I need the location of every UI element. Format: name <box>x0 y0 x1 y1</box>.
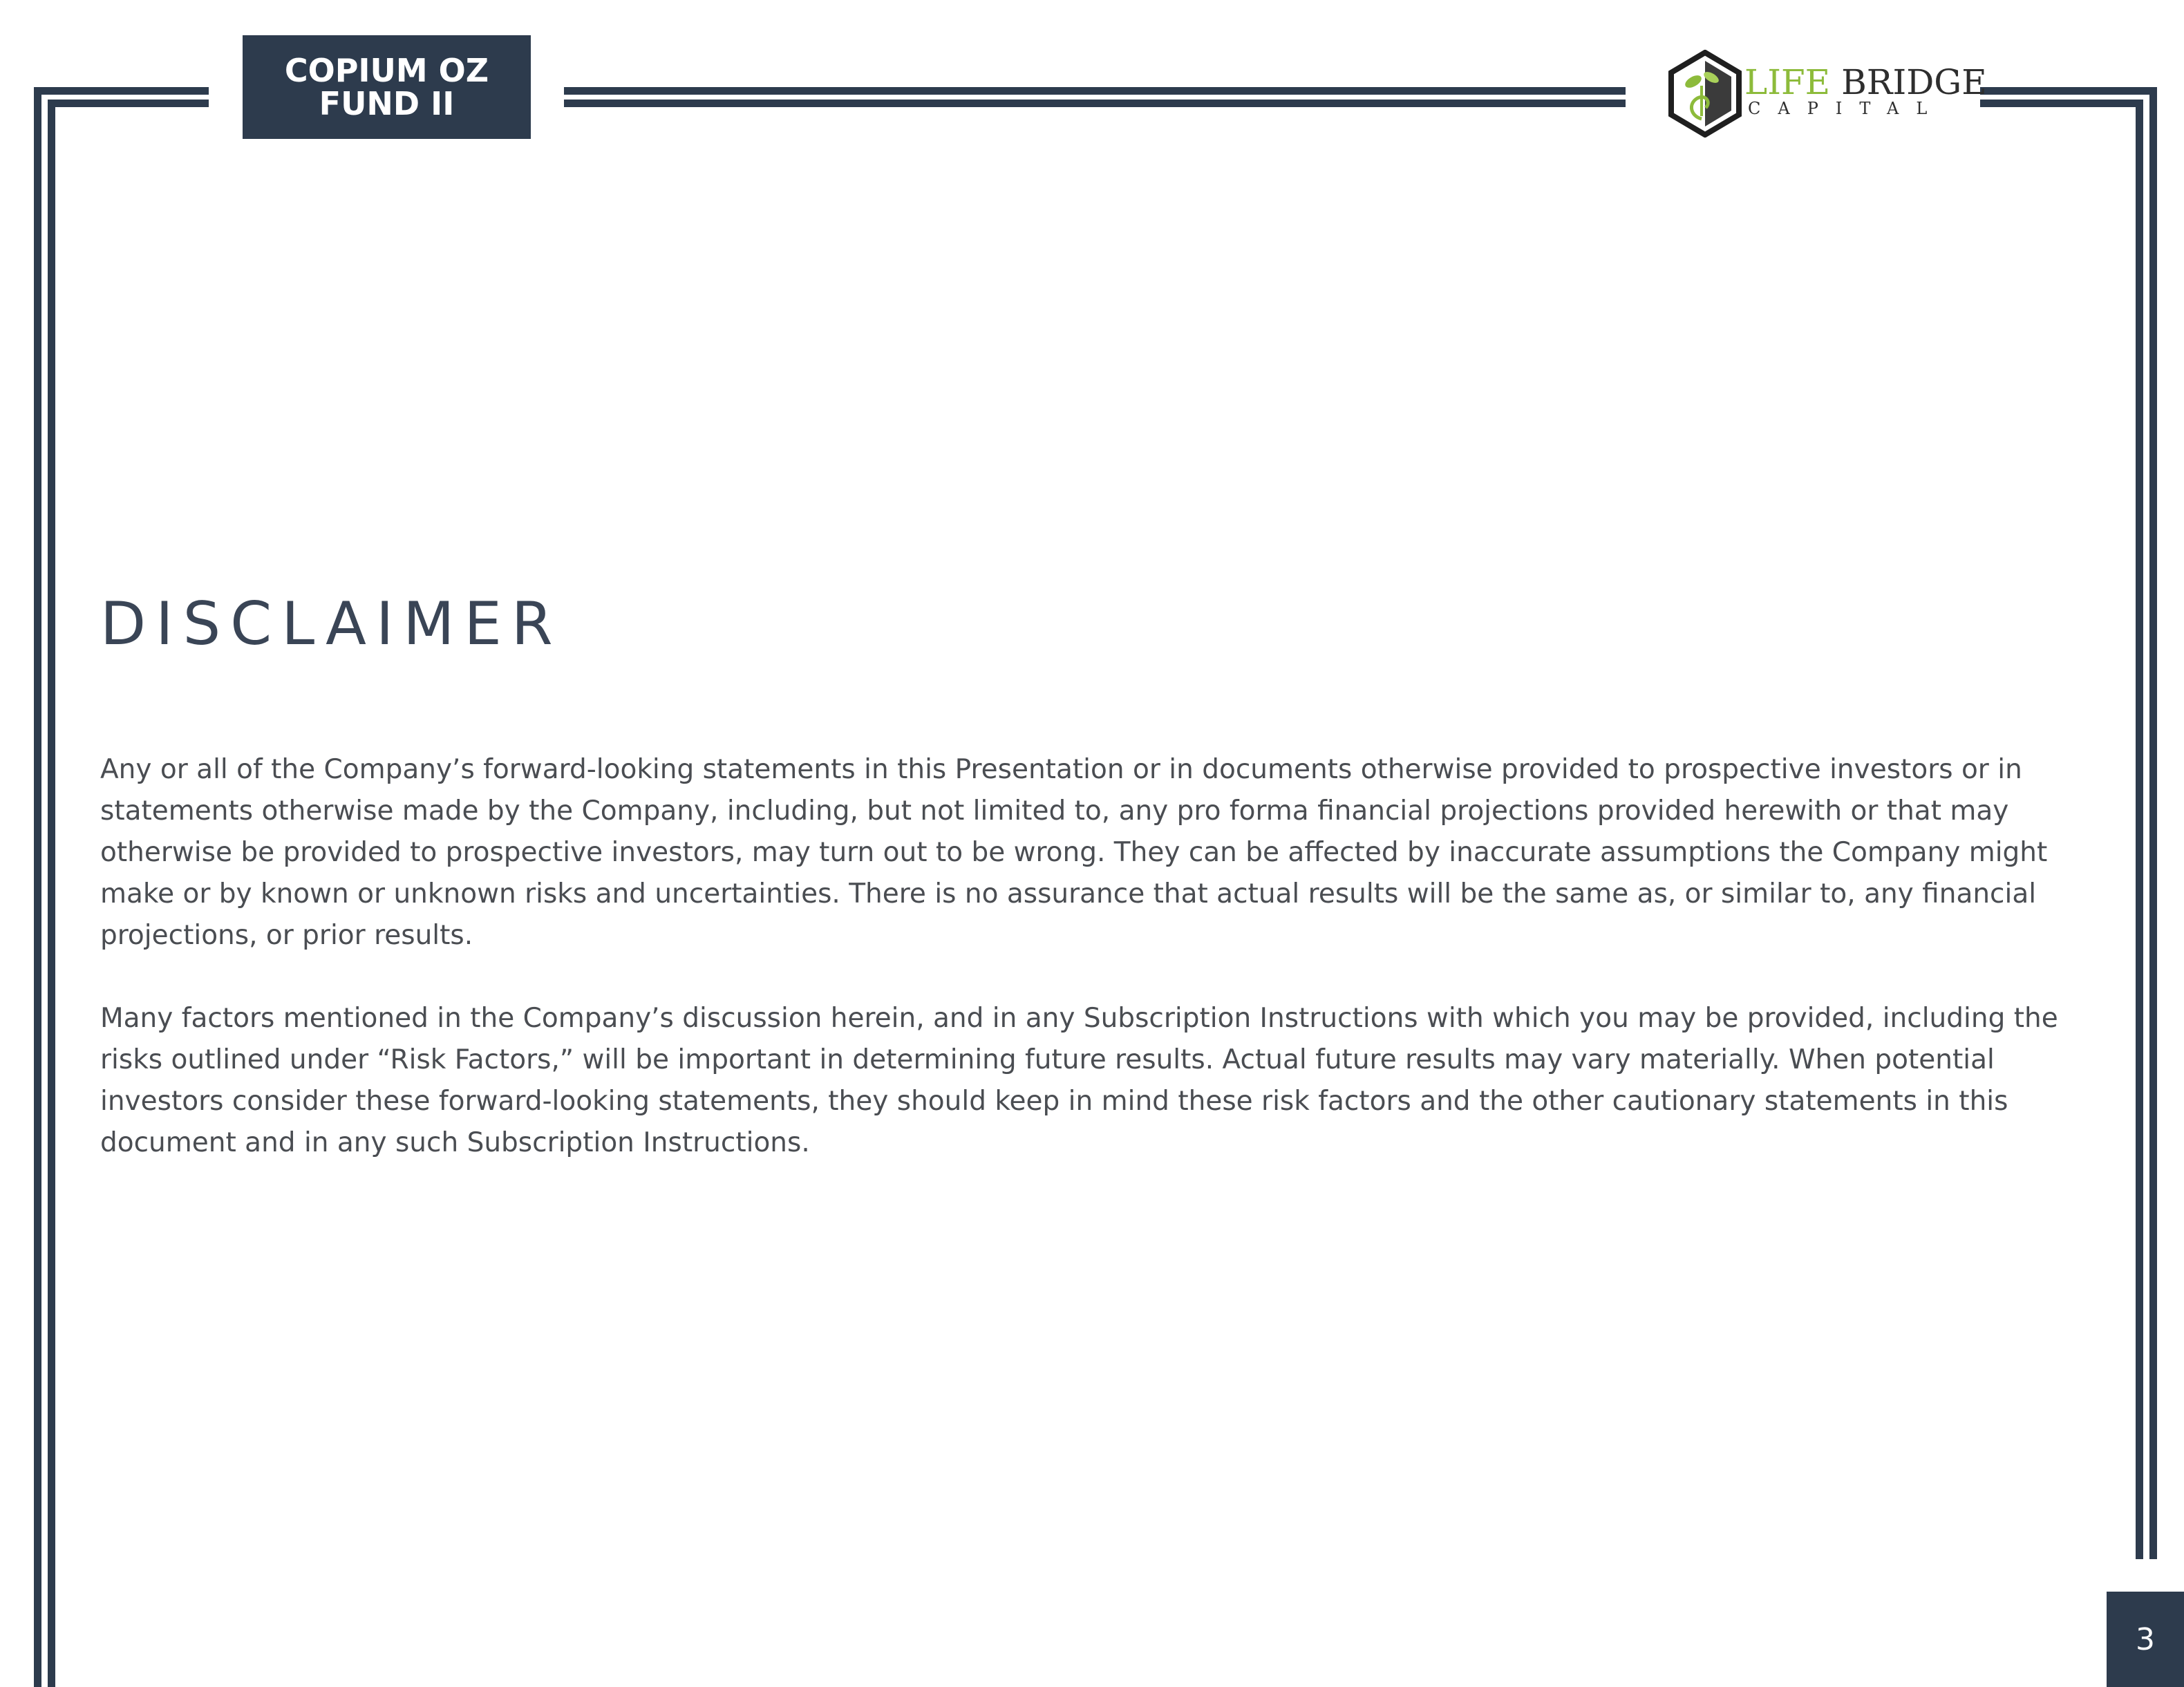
fund-name-badge <box>243 35 531 139</box>
frame-top-right-inner <box>1980 100 2143 107</box>
disclaimer-paragraph-1: Any or all of the Company’s forward-looking statements in this Presentation or in documents otherwise provided to prospective investors or in statements otherwise made by the Company, including, but not limited to, any pro forma financial projections provided herewith or that may otherwise be provided to prospective investors, may turn out to be wrong. They can be affected by inaccurate assumptions the Company might make or by known or unknown risks and uncertainties. There is no assurance that actual results will be the same as, or similar to, any financial projections, or prior results. <box>100 754 2048 951</box>
frame-top-middle-outer <box>564 87 1626 95</box>
logo-subtitle: CAPITAL <box>1748 99 1945 118</box>
logo-wordmark-bridge: BRIDGE <box>1841 62 1987 102</box>
disclaimer-body <box>100 749 2105 1205</box>
page-number-badge <box>2107 1592 2184 1687</box>
frame-left-outer <box>34 87 41 1687</box>
page-number: 3 <box>2136 1621 2155 1657</box>
logo-wordmark <box>1744 64 1987 101</box>
frame-top-middle-inner <box>564 100 1626 107</box>
frame-top-right-outer <box>1980 87 2157 95</box>
fund-name-line1: COPIUM OZ <box>284 52 489 89</box>
frame-right-inner <box>2136 101 2143 1559</box>
hexagon-sprout-icon <box>1667 50 1743 138</box>
fund-name-line2: FUND II <box>319 85 455 122</box>
company-logo <box>1667 50 1987 140</box>
logo-wordmark-life: LIFE <box>1744 62 1831 102</box>
disclaimer-paragraph-2: Many factors mentioned in the Company’s discussion herein, and in any Subscription Instructions with which you may be provided, including the risks outlined under “Risk Factors,” will be important in determining future results. Actual future results may vary materially. When potential investors consider these forward-looking statements, they should keep in mind these risk factors and the other cautionary statements in this document and in any such Subscription Instructions. <box>100 1003 2058 1158</box>
frame-left-inner <box>48 101 55 1687</box>
frame-top-left-inner <box>48 100 209 107</box>
page-title: DISCLAIMER <box>100 590 563 659</box>
frame-right-outer <box>2149 87 2157 1559</box>
frame-top-left-outer <box>34 87 209 95</box>
